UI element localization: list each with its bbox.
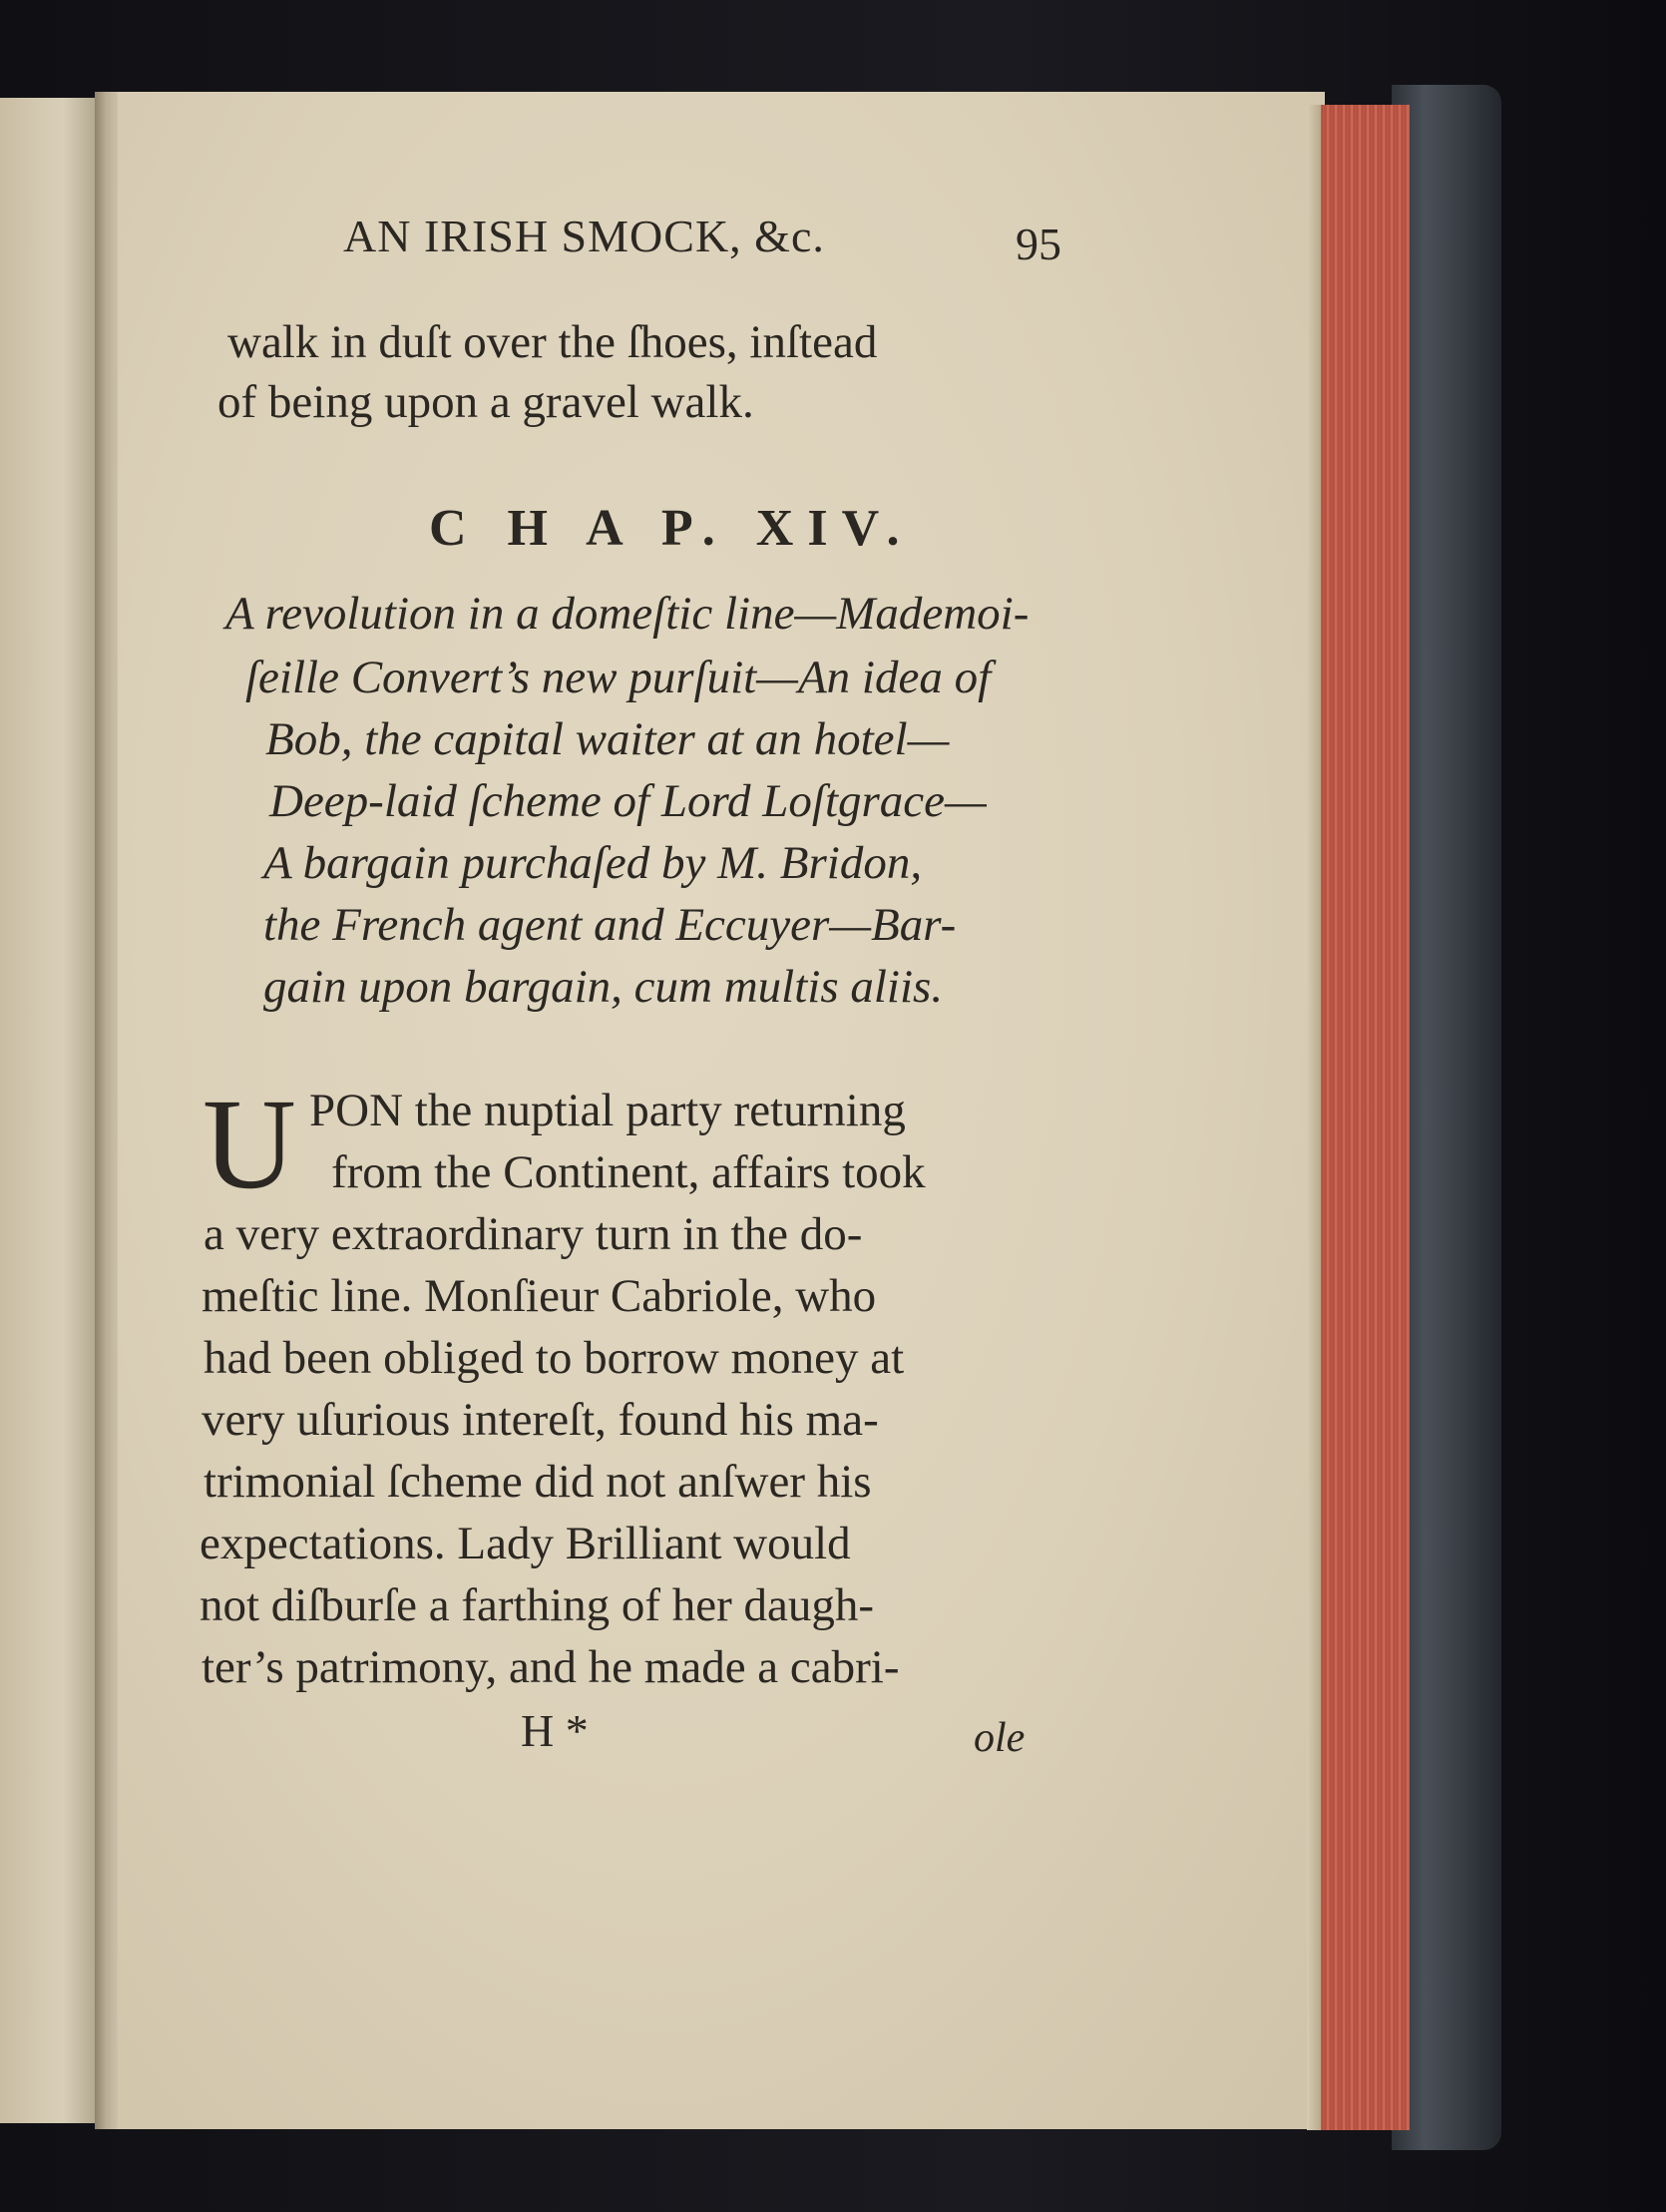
body-line-6: very uſurious intereſt, found his ma-	[202, 1394, 879, 1446]
red-page-edges	[1315, 105, 1410, 2130]
summary-line-5: A bargain purchaſed by M. Bridon,	[263, 837, 923, 889]
body-line-10: ter’s patrimony, and he made a cabri-	[202, 1641, 900, 1693]
summary-line-6: the French agent and Eccuyer—Bar-	[263, 899, 957, 951]
catchword: ole	[974, 1715, 1026, 1761]
summary-line-2: ſeille Convert’s new purſuit—An idea of	[245, 652, 992, 703]
chapter-heading: C H A P. XIV.	[429, 500, 914, 557]
body-line-8: expectations. Lady Brilliant would	[200, 1518, 851, 1569]
body-line-4: meſtic line. Monſieur Cabriole, who	[202, 1270, 877, 1322]
summary-line-4: Deep-laid ſcheme of Lord Loſtgrace—	[269, 775, 987, 827]
opening-line-2: of being upon a gravel walk.	[217, 376, 754, 428]
summary-line-1: A revolution in a domeſtic line—Mademoi-	[225, 588, 1030, 640]
body-line-9: not diſburſe a farthing of her daugh-	[200, 1579, 875, 1631]
body-line-2: from the Continent, affairs took	[331, 1146, 926, 1198]
body-line-3: a very extraordinary turn in the do-	[204, 1208, 863, 1260]
body-line-5: had been obliged to borrow money at	[204, 1332, 905, 1384]
opening-line-1: walk in duſt over the ſhoes, inſtead	[227, 316, 878, 368]
page-number: 95	[1016, 219, 1061, 269]
running-head: AN IRISH SMOCK, &c.	[343, 211, 825, 261]
body-line-7: trimonial ſcheme did not anſwer his	[204, 1456, 872, 1508]
summary-line-3: Bob, the capital waiter at an hotel—	[265, 713, 950, 765]
page-edge-cap	[1307, 105, 1321, 2130]
drop-cap: U	[203, 1073, 296, 1216]
signature-mark: H *	[521, 1705, 589, 1756]
left-page-edge	[0, 98, 105, 2123]
summary-line-7: gain upon bargain, cum multis aliis.	[263, 961, 944, 1013]
body-line-1: PON the nuptial party returning	[309, 1085, 906, 1136]
